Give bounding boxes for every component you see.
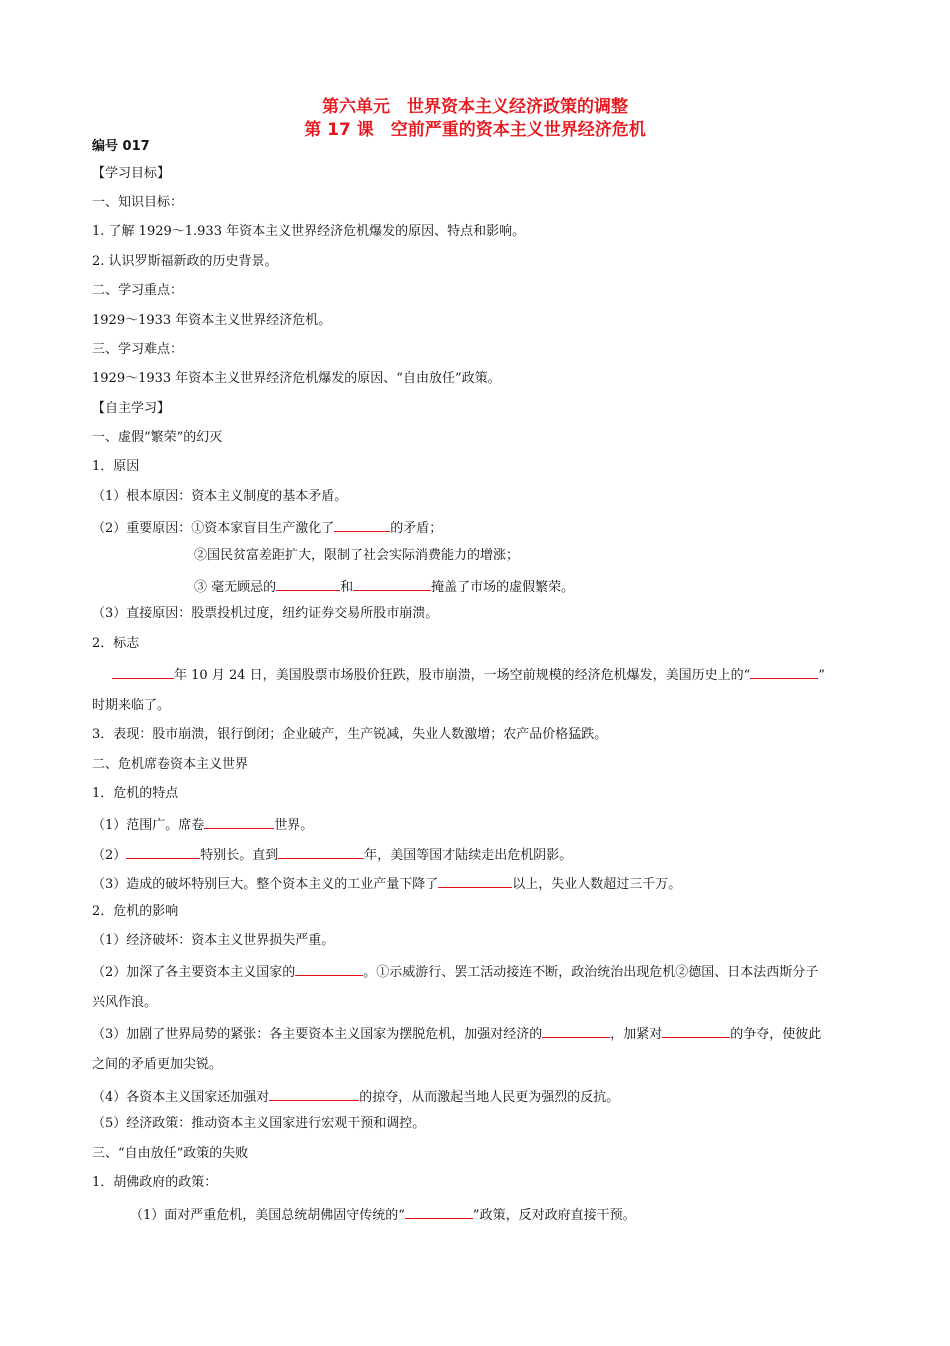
cause-2-item-2: ②国民贫富差距扩大，限制了社会实际消费能力的增涨； [194,548,520,563]
hoover-policy-1 [130,1205,636,1224]
sign-text [112,665,825,684]
fill-blank[interactable] [112,665,174,679]
hoover-1-text-a: （1）面对严重危机，美国总统胡佛固守传统的“ [130,1208,405,1223]
cause-2-text-a: （2）重要原因：①资本家盲目生产激化了 [92,521,335,536]
manifestation: 3．表现：股市崩溃，银行倒闭；企业破产，生产锐减，失业人数激增；农产品价格猛跌。 [92,727,608,742]
effect-2-text-a: （2）加深了各主要资本主义国家的 [92,965,296,980]
cause-2 [92,518,442,537]
goal-2: 2. 认识罗斯福新政的历史背景。 [92,254,278,269]
effect-1: （1）经济破坏：资本主义世界损失严重。 [92,933,335,948]
features-heading: 1．危机的特点 [92,786,179,801]
sign-text-b: ” [818,668,825,683]
effect-5: （5）经济政策：推动资本主义国家进行宏观干预和调控。 [92,1116,426,1131]
effect-2 [92,962,818,981]
section-2-heading: 二、危机席卷资本主义世界 [92,757,249,772]
cause-heading: 1．原因 [92,459,140,474]
feature-2-text-a: （2） [92,848,127,863]
feature-1-text-b: 世界。 [274,818,314,833]
cause-2-3-text-b: 和 [340,580,354,595]
effect-2-cont: 兴风作浪。 [92,995,158,1010]
fill-blank[interactable] [295,962,363,976]
feature-1-text-a: （1）范围广。席卷 [92,818,205,833]
feature-3 [92,874,681,893]
fill-blank[interactable] [662,1024,730,1038]
sign-heading: 2．标志 [92,636,140,651]
section-3-heading: 三、“自由放任”政策的失败 [92,1146,249,1161]
feature-2-text-c: 年，美国等国才陆续走出危机阴影。 [364,848,573,863]
hoover-heading: 1．胡佛政府的政策： [92,1175,218,1190]
effect-3-text-a: （3）加剧了世界局势的紧张：各主要资本主义国家为摆脱危机，加强对经济的 [92,1027,543,1042]
effect-3 [92,1024,821,1043]
feature-3-text-a: （3）造成的破坏特别巨大。整个资本主义的工业产量下降了 [92,877,439,892]
fill-blank[interactable] [269,1087,359,1101]
cause-1: （1）根本原因：资本主义制度的基本矛盾。 [92,489,348,504]
section-1-heading: 一、虚假“繁荣”的幻灭 [92,430,223,445]
knowledge-goals-heading: 一、知识目标： [92,195,184,210]
feature-2 [92,845,572,864]
effect-3-text-c: 的争夺，使彼此 [730,1027,822,1042]
difficulty: 1929～1933 年资本主义世界经济危机爆发的原因、“自由放任”政策。 [92,371,501,386]
feature-1 [92,815,313,834]
effect-2-text-b: 。①示威游行、罢工活动接连不断，政治统治出现危机②德国、日本法西斯分子 [363,965,819,980]
heading-self-study: 【自主学习】 [92,401,171,416]
cause-2-item-3 [194,577,574,596]
sign-text-a: 年 10 月 24 日，美国股票市场股价狂跌，股市崩溃，一场空前规模的经济危机爆发，美国历史上的“ [174,668,751,683]
goal-1: 1. 了解 1929～1.933 年资本主义世界经济危机爆发的原因、特点和影响。 [92,224,526,239]
key-points-heading: 二、学习重点： [92,283,184,298]
effects-heading: 2．危机的影响 [92,904,179,919]
fill-blank[interactable] [750,665,818,679]
cause-2-3-text-a: ③ 毫无顾忌的 [194,580,277,595]
fill-blank[interactable] [334,518,390,532]
cause-3: （3）直接原因：股票投机过度，纽约证券交易所股市崩溃。 [92,606,439,621]
effect-4-text-a: （4）各资本主义国家还加强对 [92,1090,270,1105]
fill-blank[interactable] [438,874,512,888]
unit-title: 第六单元 世界资本主义经济政策的调整 [322,97,628,117]
sign-text-cont: 时期来临了。 [92,698,171,713]
effect-3-cont: 之间的矛盾更加尖锐。 [92,1057,223,1072]
effect-3-text-b: ，加紧对 [610,1027,663,1042]
cause-2-3-text-c: 掩盖了市场的虚假繁荣。 [431,580,575,595]
doc-number: 编号 017 [92,139,150,154]
difficulties-heading: 三、学习难点： [92,342,184,357]
effect-4-text-b: 的掠夺，从而激起当地人民更为强烈的反抗。 [359,1090,620,1105]
lesson-title: 第 17 课 空前严重的资本主义世界经济危机 [304,120,646,140]
hoover-1-text-b: ”政策，反对政府直接干预。 [472,1208,636,1223]
fill-blank[interactable] [542,1024,610,1038]
fill-blank[interactable] [353,577,431,591]
fill-blank[interactable] [405,1205,473,1219]
cause-2-text-b: 的矛盾； [390,521,443,536]
fill-blank[interactable] [278,845,364,859]
feature-2-text-b: 特别长。直到 [200,848,279,863]
fill-blank[interactable] [204,815,274,829]
heading-learning-goals: 【学习目标】 [92,166,171,181]
fill-blank[interactable] [276,577,340,591]
fill-blank[interactable] [126,845,200,859]
effect-4 [92,1087,619,1106]
feature-3-text-b: 以上，失业人数超过三千万。 [512,877,682,892]
key-point: 1929～1933 年资本主义世界经济危机。 [92,313,332,328]
